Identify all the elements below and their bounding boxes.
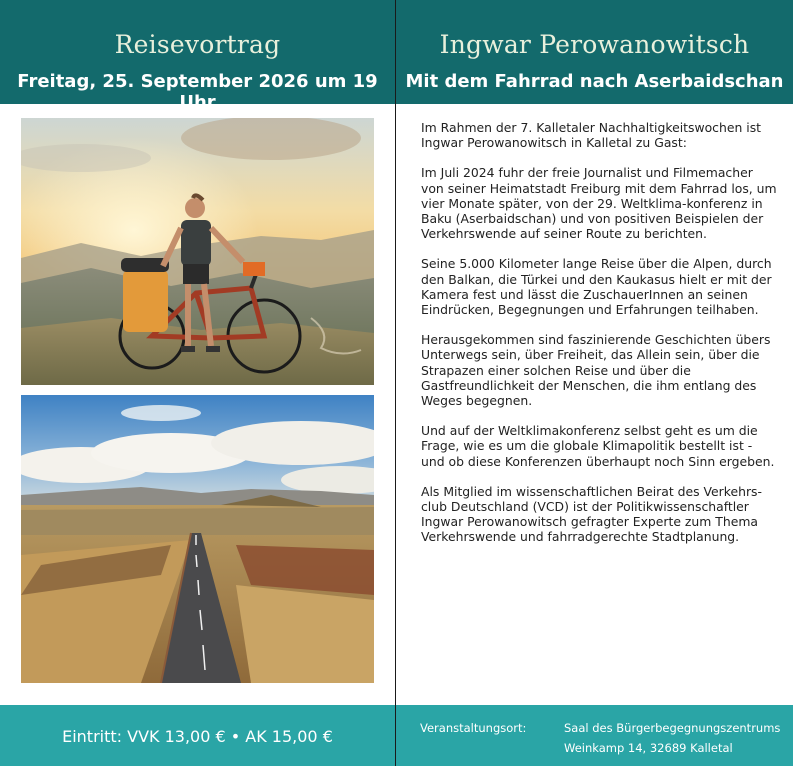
left-header <box>0 0 395 113</box>
venue-footer <box>396 705 793 766</box>
event-date: Freitag, 25. September 2026 um 19 Uhr <box>17 71 378 113</box>
talk-title: Mit dem Fahrrad nach Aserbaidschan <box>405 71 784 92</box>
venue-address: Weinkamp 14, 32689 Kalletal <box>564 741 733 755</box>
paragraph-journey: Im Juli 2024 fuhr der freie Journalist und Filmemacher von seiner Heimatstadt Freiburg mit dem Fahrrad los, um vier Monate später, von der 29. Weltklima-konferenz in Baku (Aserbaidschan) und von positiven Beispielen der Verkehrswende auf seiner Route zu berichten. <box>421 165 777 242</box>
paragraph-speaker-bio: Als Mitglied im wissenschaftlichen Beirat des Verkehrs-club Deutschland (VCD) ist der Politikwissenschaftler Ingwar Perowanowitsch gefragter Experte zum Thema Verkehrswende und fahrradgerechte Stadtplanung. <box>421 483 762 545</box>
paragraph-intro: Im Rahmen der 7. Kalletaler Nachhaltigkeitswochen ist Ingwar Perowanowitsch in Kalletal zu Gast: <box>421 120 762 151</box>
entry-fee-footer <box>0 705 395 766</box>
paragraph-conference: Und auf der Weltklimakonferenz selbst geht es um die Frage, wie es um die globale Klimapolitik bestellt ist - und ob diese Konferenzen überhaupt noch Sinn ergeben. <box>421 423 775 469</box>
paragraph-stories: Herausgekommen sind faszinierende Geschichten übers Unterwegs sein, über Freiheit, das Allein sein, über die Strapazen einer solchen Reise und über die Gastfreundlichkeit der Menschen, die ihm entlang des Weges begegnen. <box>421 332 771 409</box>
description-text <box>421 120 779 560</box>
speaker-name: Ingwar Perowanowitsch <box>439 30 750 59</box>
venue-label: Veranstaltungsort: <box>420 721 527 735</box>
paragraph-route: Seine 5.000 Kilometer lange Reise über die Alpen, durch den Balkan, die Türkei und den Kaukasus hielt er mit der Kamera fest und lässt die ZuschauerInnen an seinen Eindrücken, Begegnungen und Erfahrungen teilhaben. <box>421 256 772 318</box>
entry-fee: Eintritt: VVK 13,00 € • AK 15,00 € <box>62 727 333 746</box>
column-divider <box>395 0 396 766</box>
venue-name: Saal des Bürgerbegegnungszentrums <box>564 721 781 735</box>
cyclist-photo <box>21 118 374 385</box>
road-landscape-photo <box>21 395 374 683</box>
event-type-title: Reisevortrag <box>114 30 281 59</box>
right-header <box>396 0 793 104</box>
